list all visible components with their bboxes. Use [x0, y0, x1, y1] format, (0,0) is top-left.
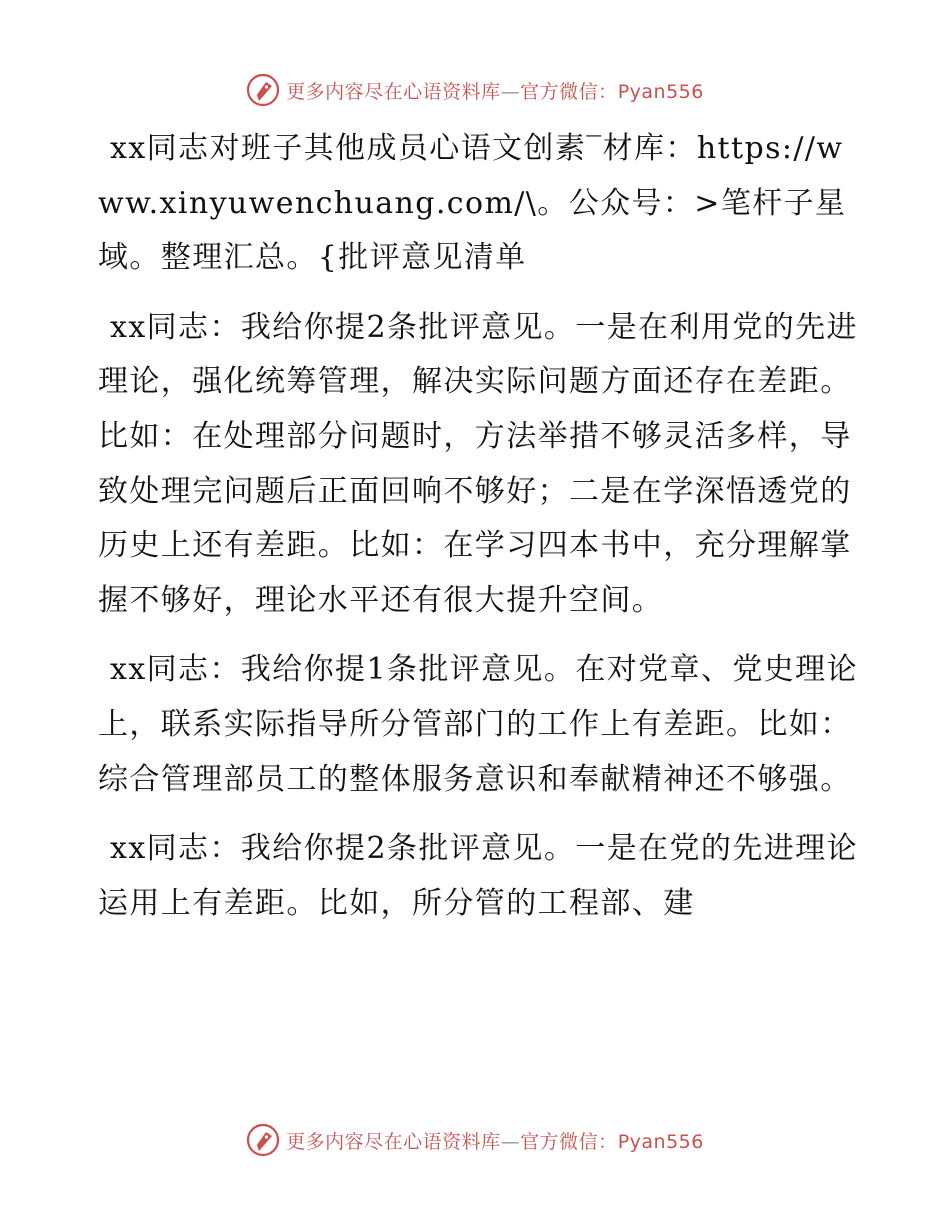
footer-watermark: [0, 1120, 950, 1160]
paragraph-criticism-1: xx同志：我给你提2条批评意见。一是在利用党的先进理论，强化统筹管理，解决实际问题方面还存在差距。比如：在处理部分问题时，方法举措不够灵活多样，导致处理完问题后正面回响不够好；二是在学深悟透党的历史上还有差距。比如：在学习四本书中，充分理解掌握不够好，理论水平还有很大提升空间。: [98, 309, 858, 618]
document-body: [98, 122, 858, 946]
watermark-text: 更多内容尽在心语资料库—官方微信：Pyan556: [286, 80, 704, 103]
pen-nib-logo-icon: [246, 73, 280, 107]
paragraph-criticism-2: xx同志：我给你提1条批评意见。在对党章、党史理论上，联系实际指导所分管部门的工作上有差距。比如：综合管理部员工的整体服务意识和奉献精神还不够强。: [98, 652, 858, 797]
header-watermark: [0, 70, 950, 110]
paragraph-intro: xx同志对班子其他成员心语文创素‾材库：https://www.xinyuwenchuang.com/\。公众号：>笔杆子星域。整理汇总。{批评意见清单: [98, 131, 847, 276]
watermark-text: 更多内容尽在心语资料库—官方微信：Pyan556: [286, 1130, 704, 1153]
pen-nib-logo-icon: [246, 1123, 280, 1157]
paragraph-criticism-3: xx同志：我给你提2条批评意见。一是在党的先进理论运用上有差距。比如，所分管的工程部、建: [98, 831, 858, 921]
